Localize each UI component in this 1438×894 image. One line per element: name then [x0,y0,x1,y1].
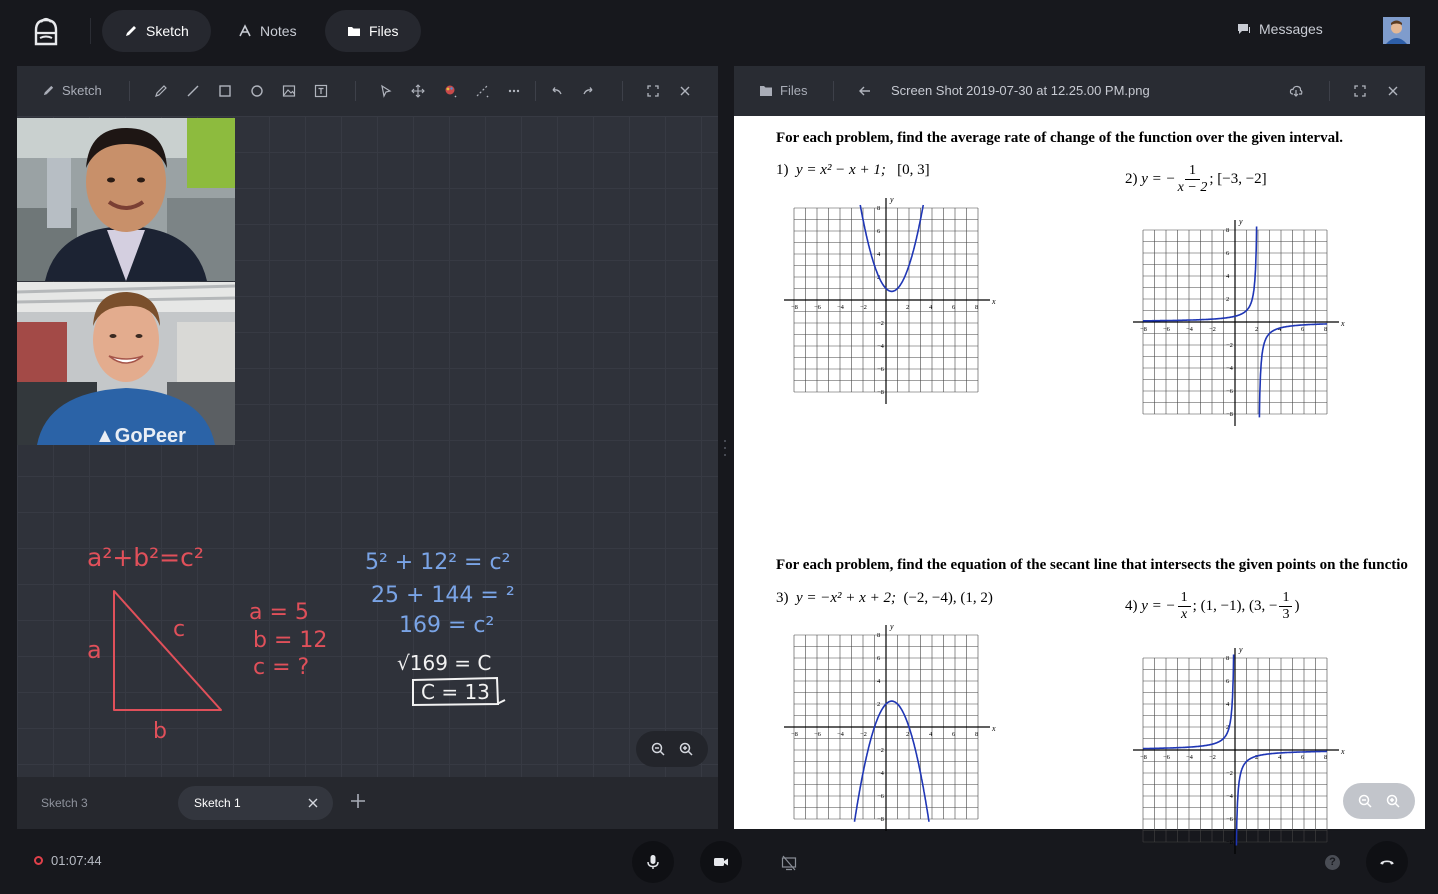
fullscreen-button[interactable] [1351,82,1369,100]
nav-files-label: Files [369,23,399,39]
back-button[interactable] [856,82,874,100]
problem-interval: ; [−3, −2] [1209,171,1267,187]
graph-2-x-tick-label: 2 [1255,326,1259,333]
divider [90,18,91,44]
graph-3-y-tick-label: 6 [877,655,881,662]
value-a: a = 5 [249,600,309,625]
graph-1-curve [860,205,923,291]
move-icon [411,84,425,98]
problem-number: 4) [1125,598,1138,614]
pencil-tool[interactable] [152,82,170,100]
color-tool[interactable] [441,82,459,100]
graph-4-y-tick-label: −4 [1226,793,1233,800]
graph-2-x-tick-label: −2 [1209,326,1216,333]
end-call-button[interactable] [1366,841,1408,883]
redo-icon [582,84,596,98]
graph-4-x-tick-label: 6 [1301,754,1305,761]
side-a-label: a [87,636,102,664]
step-1: 5² + 12² = c² [365,550,511,575]
move-tool[interactable] [409,82,427,100]
graph-3-y-tick-label: 2 [877,701,881,708]
graph-3-x-tick-label: 6 [952,731,956,738]
fraction-denominator: x − 2 [1177,180,1208,195]
divider [1329,81,1330,101]
divider [129,81,130,101]
sketch-zoom-controls [636,731,708,767]
problem-equation: y = x² − x + 1; [796,162,886,178]
more-tool[interactable] [505,82,523,100]
graph-4-x-label: x [1341,747,1345,756]
file-zoom-controls [1343,783,1415,819]
graph-1-y-tick-label: −2 [877,320,884,327]
graph-2-y-label: y [1239,217,1243,226]
worksheet-graphs [734,116,1425,846]
shirt-logo: ▲GoPeer [95,425,186,447]
microphone-icon [645,854,661,870]
problem-2 [1125,163,1267,196]
graph-1-x-tick-label: 6 [952,304,956,311]
graph-3-x-tick-label: 4 [929,731,933,738]
fraction [1178,590,1191,623]
zoom-out-icon[interactable] [651,742,665,756]
nav-notes-label: Notes [260,23,297,39]
image-icon [282,84,296,98]
graph-1-x-tick-label: 4 [929,304,933,311]
graph-4-y-tick-label: 2 [1226,724,1230,731]
heading-average-rate: For each problem, find the average rate of change of the function over the given interval. [776,130,1343,146]
fraction-numerator: 1 [1178,590,1191,607]
graph-2-y-tick-label: −4 [1226,365,1233,372]
divider [535,81,536,101]
graph-4-curve-right [1236,751,1327,845]
graph-4-y-tick-label: 8 [1226,655,1230,662]
timer-text: 01:07:44 [51,853,102,868]
file-name: Screen Shot 2019-07-30 at 12.25.00 PM.png [891,83,1150,98]
tab-label: Sketch 1 [194,796,241,810]
divider [622,81,623,101]
graph-3-x-tick-label: −8 [791,731,798,738]
value-c: c = ? [253,655,310,680]
value-b: b = 12 [253,628,328,653]
pythagorean-formula: a²+b²=c² [87,543,204,572]
fraction-numerator: 1 [1185,163,1200,180]
undo-button[interactable] [547,82,565,100]
graph-1-x-tick-label: 8 [975,304,979,311]
graph-2-x-tick-label: −8 [1140,326,1147,333]
graph-2-x-tick-label: 6 [1301,326,1305,333]
zoom-in-icon[interactable] [679,742,693,756]
graph-3-y-tick-label: 4 [877,678,881,685]
rectangle-tool[interactable] [216,82,234,100]
fraction-denominator: x [1181,607,1188,622]
graph-2-x-tick-label: −4 [1186,326,1193,333]
zoom-out-icon[interactable] [1358,794,1372,808]
close-icon [1386,84,1400,98]
files-toolbar [734,66,1425,116]
graph-1-y-tick-label: 4 [877,251,881,258]
graph-4-y-tick-label: 6 [1226,678,1230,685]
graph-1-y-tick-label: 6 [877,228,881,235]
graph-2-y-tick-label: 8 [1226,227,1230,234]
step-5-answer: C = 13 [421,680,490,704]
sketch-tab-bar [17,777,718,829]
text-tool[interactable] [312,82,330,100]
tab-sketch-1[interactable] [178,786,333,820]
problem-points: (−2, −4), (1, 2) [903,590,993,606]
sketch-panel [17,66,718,829]
graph-3-y-tick-label: −2 [877,747,884,754]
folder-icon [759,85,773,97]
graph-1-y-tick-label: −6 [877,366,884,373]
help-icon[interactable]: ? [1325,855,1340,870]
graph-4-x-tick-label: −8 [1140,754,1147,761]
problem-number: 1) [776,162,789,178]
graph-2-x-label: x [1341,319,1345,328]
nav-sketch-label: Sketch [146,23,189,39]
graph-1-x-tick-label: −4 [837,304,844,311]
nav-notes[interactable] [216,10,319,52]
problem-interval: [0, 3] [897,162,930,178]
step-4: √169 = C [397,651,492,675]
arrow-left-icon [858,84,872,98]
graph-4-x-tick-label: −4 [1186,754,1193,761]
graph-2-x-tick-label: −6 [1163,326,1170,333]
problem-equation: y = −x² + x + 2; [796,590,896,606]
sketch-title [42,83,102,98]
graph-2-y-tick-label: 4 [1226,273,1230,280]
graph-1-y-tick-label: −8 [877,389,884,396]
graph-3-x-tick-label: 8 [975,731,979,738]
graph-2-y-tick-label: 6 [1226,250,1230,257]
side-c-label: c [173,617,186,642]
tab-sketch-3[interactable] [41,786,88,820]
close-tab-icon[interactable] [307,797,319,809]
step-2: 25 + 144 = ² [371,583,515,608]
side-b-label: b [153,719,167,744]
messages-label: Messages [1259,21,1323,37]
select-tool[interactable] [377,82,395,100]
graph-3-y-tick-label: 8 [877,632,881,639]
graph-4-y-label: y [1239,645,1243,654]
fullscreen-icon [646,84,660,98]
folder-icon [347,24,361,38]
graph-2-y-tick-label: −2 [1226,342,1233,349]
undo-icon [549,84,563,98]
pencil-icon [42,84,55,97]
image-tool[interactable] [280,82,298,100]
graph-3-y-tick-label: −8 [877,816,884,823]
graph-4-y-tick-label: −2 [1226,770,1233,777]
graph-3-y-tick-label: −4 [877,770,884,777]
files-title-label: Files [780,83,808,98]
nav-sketch[interactable] [102,10,211,52]
graph-1-x-tick-label: −6 [814,304,821,311]
graph-1-y-tick-label: −4 [877,343,884,350]
top-bar [0,0,1438,62]
sketch-drawing [17,116,718,777]
heading-secant-line: For each problem, find the equation of the secant line that intersects the given points on the functio [776,557,1408,573]
gopeer-logo[interactable] [30,16,62,46]
graph-2-y-tick-label: 2 [1226,296,1230,303]
graph-4-curve-left [1143,655,1234,749]
microphone-button[interactable] [632,841,674,883]
hang-up-icon [1379,854,1395,870]
graph-3-x-tick-label: 2 [906,731,910,738]
zoom-in-icon[interactable] [1386,794,1400,808]
color-icon [443,84,457,98]
sketch-toolbar [17,66,718,116]
problem-4 [1125,590,1299,623]
recording-indicator [34,856,43,865]
redo-button[interactable] [580,82,598,100]
graph-1-x-tick-label: −2 [860,304,867,311]
fraction-denominator: 3 [1282,607,1290,622]
problem-points: ) [1294,598,1300,614]
graph-4-y-tick-label: −8 [1226,839,1233,846]
circle-icon [250,84,264,98]
close-button[interactable] [676,82,694,100]
fullscreen-button[interactable] [644,82,662,100]
graph-2-y-tick-label: −6 [1226,388,1233,395]
eraser-icon [475,84,489,98]
graph-4-y-tick-label: 4 [1226,701,1230,708]
close-button[interactable] [1384,82,1402,100]
fraction [1279,590,1292,623]
line-icon [186,84,200,98]
pencil-icon [154,84,168,98]
close-icon [678,84,692,98]
files-panel [734,66,1425,846]
graph-1-x-label: x [992,297,996,306]
notes-icon [238,24,252,38]
document-viewer[interactable] [734,116,1425,846]
more-icon [507,84,521,98]
chat-icon [1237,23,1251,35]
text-icon [314,84,328,98]
pencil-icon [124,24,138,38]
session-timer [34,853,102,868]
graph-3-y-tick-label: −6 [877,793,884,800]
graph-4-x-tick-label: −6 [1163,754,1170,761]
graph-3-x-label: x [992,724,996,733]
problem-3 [776,590,993,607]
sketch-title-label: Sketch [62,83,102,98]
graph-2-y-tick-label: −8 [1226,411,1233,418]
step-3: 169 = c² [399,613,495,638]
graph-3-x-tick-label: −4 [837,731,844,738]
fraction-numerator: 1 [1279,590,1292,607]
download-button[interactable] [1287,82,1305,100]
screen-share-off-icon[interactable] [781,855,797,871]
video-camera-icon [713,854,729,870]
graph-4-x-tick-label: 8 [1324,754,1328,761]
problem-1 [776,162,930,179]
fullscreen-icon [1353,84,1367,98]
camera-button[interactable] [700,841,742,883]
graph-2-x-tick-label: 4 [1278,326,1282,333]
problem-equation: y = − [1141,598,1176,614]
graph-4-x-tick-label: 4 [1278,754,1282,761]
problem-number: 2) [1125,171,1138,187]
divider [833,81,834,101]
tab-label: Sketch 3 [41,796,88,810]
user-avatar[interactable] [1383,17,1410,44]
problem-number: 3) [776,590,789,606]
select-icon [379,84,393,98]
graph-1-y-label: y [890,195,894,204]
graph-2-curve-left [1143,227,1257,321]
graph-1-y-tick-label: 8 [877,205,881,212]
eraser-tool[interactable] [473,82,491,100]
graph-4-y-tick-label: −6 [1226,816,1233,823]
files-title [759,83,807,98]
graph-1-x-tick-label: 2 [906,304,910,311]
nav-files[interactable] [325,10,421,52]
graph-3-x-tick-label: −6 [814,731,821,738]
triangle-shape [114,591,221,710]
panel-resize-handle[interactable] [724,440,727,456]
rectangle-icon [218,84,232,98]
graph-4-x-tick-label: 2 [1255,754,1259,761]
graph-4-x-tick-label: −2 [1209,754,1216,761]
graph-3-y-label: y [890,622,894,631]
graph-3-x-tick-label: −2 [860,731,867,738]
divider [355,81,356,101]
messages-button[interactable] [1237,21,1323,37]
problem-equation: y = − [1141,171,1176,187]
graph-1-x-tick-label: −8 [791,304,798,311]
graph-2-x-tick-label: 8 [1324,326,1328,333]
graph-1-y-tick-label: 2 [877,274,881,281]
problem-points: ; (1, −1), (3, − [1192,598,1278,614]
line-tool[interactable] [184,82,202,100]
fraction [1178,163,1208,196]
add-tab-icon[interactable] [349,792,367,810]
circle-tool[interactable] [248,82,266,100]
cloud-download-icon [1289,84,1303,98]
